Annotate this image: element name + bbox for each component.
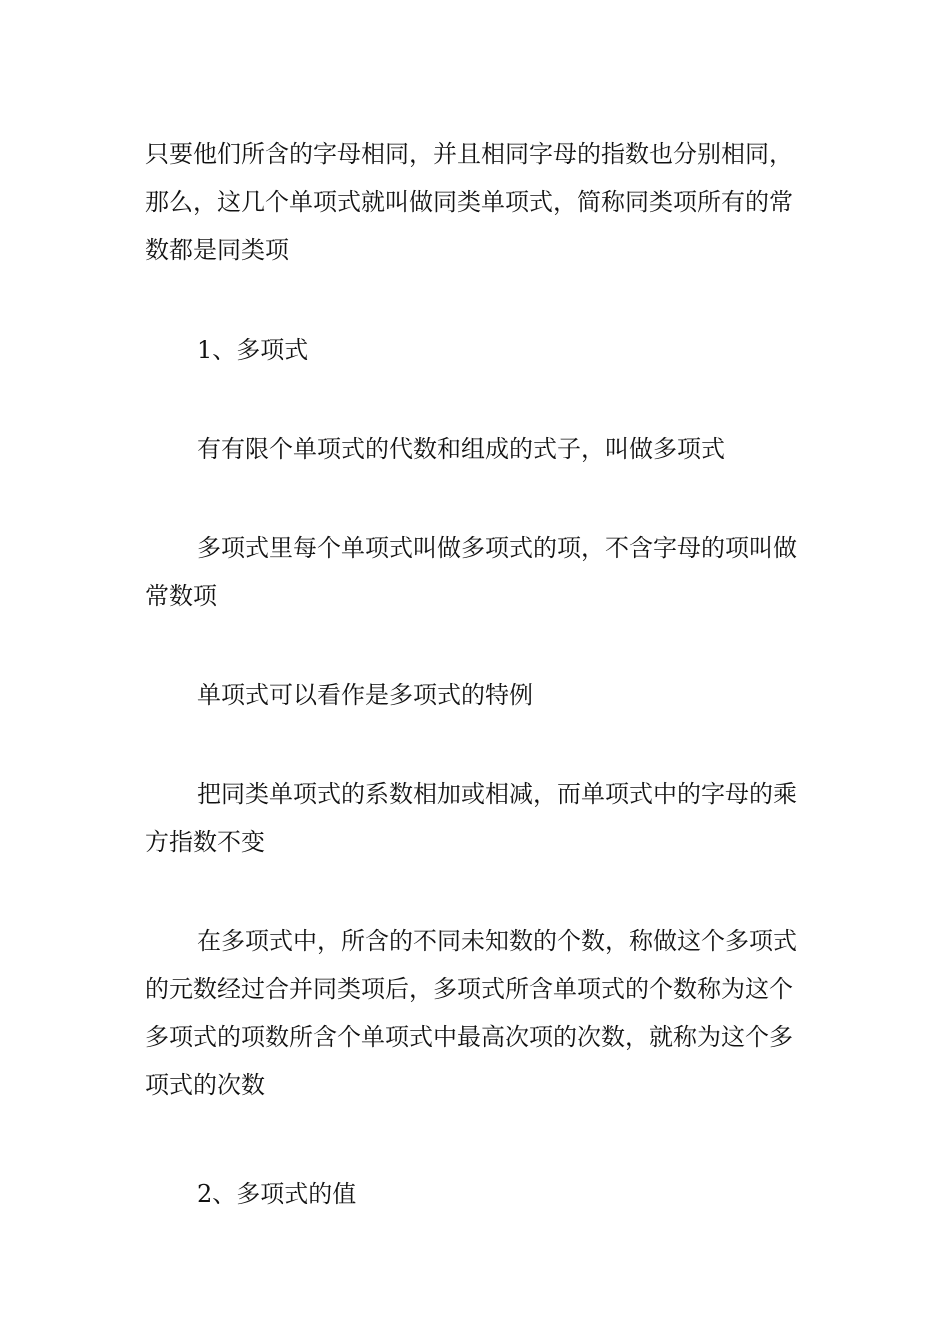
- section-heading-polynomial-value: 2、多项式的值: [197, 1180, 357, 1208]
- paragraph-polynomial-terms: 多项式里每个单项式叫做多项式的项，不含字母的项叫做常数项: [145, 534, 797, 610]
- section-heading-polynomial: 1、多项式: [197, 336, 309, 364]
- paragraph-polynomial-definition: 有有限个单项式的代数和组成的式子，叫做多项式: [197, 435, 725, 463]
- paragraph-monomial-special-case: 单项式可以看作是多项式的特例: [197, 681, 533, 709]
- paragraph-like-terms-definition: 只要他们所含的字母相同，并且相同字母的指数也分别相同，那么，这几个单项式就叫做同类单项式，简称同类项所有的常数都是同类项: [145, 140, 793, 264]
- paragraph-combining-like-terms: 把同类单项式的系数相加或相减，而单项式中的字母的乘方指数不变: [145, 780, 797, 856]
- paragraph-polynomial-degree: 在多项式中，所含的不同未知数的个数，称做这个多项式的元数经过合并同类项后，多项式所含单项式的个数称为这个多项式的项数所含个单项式中最高次项的次数，就称为这个多项式的次数: [145, 927, 797, 1099]
